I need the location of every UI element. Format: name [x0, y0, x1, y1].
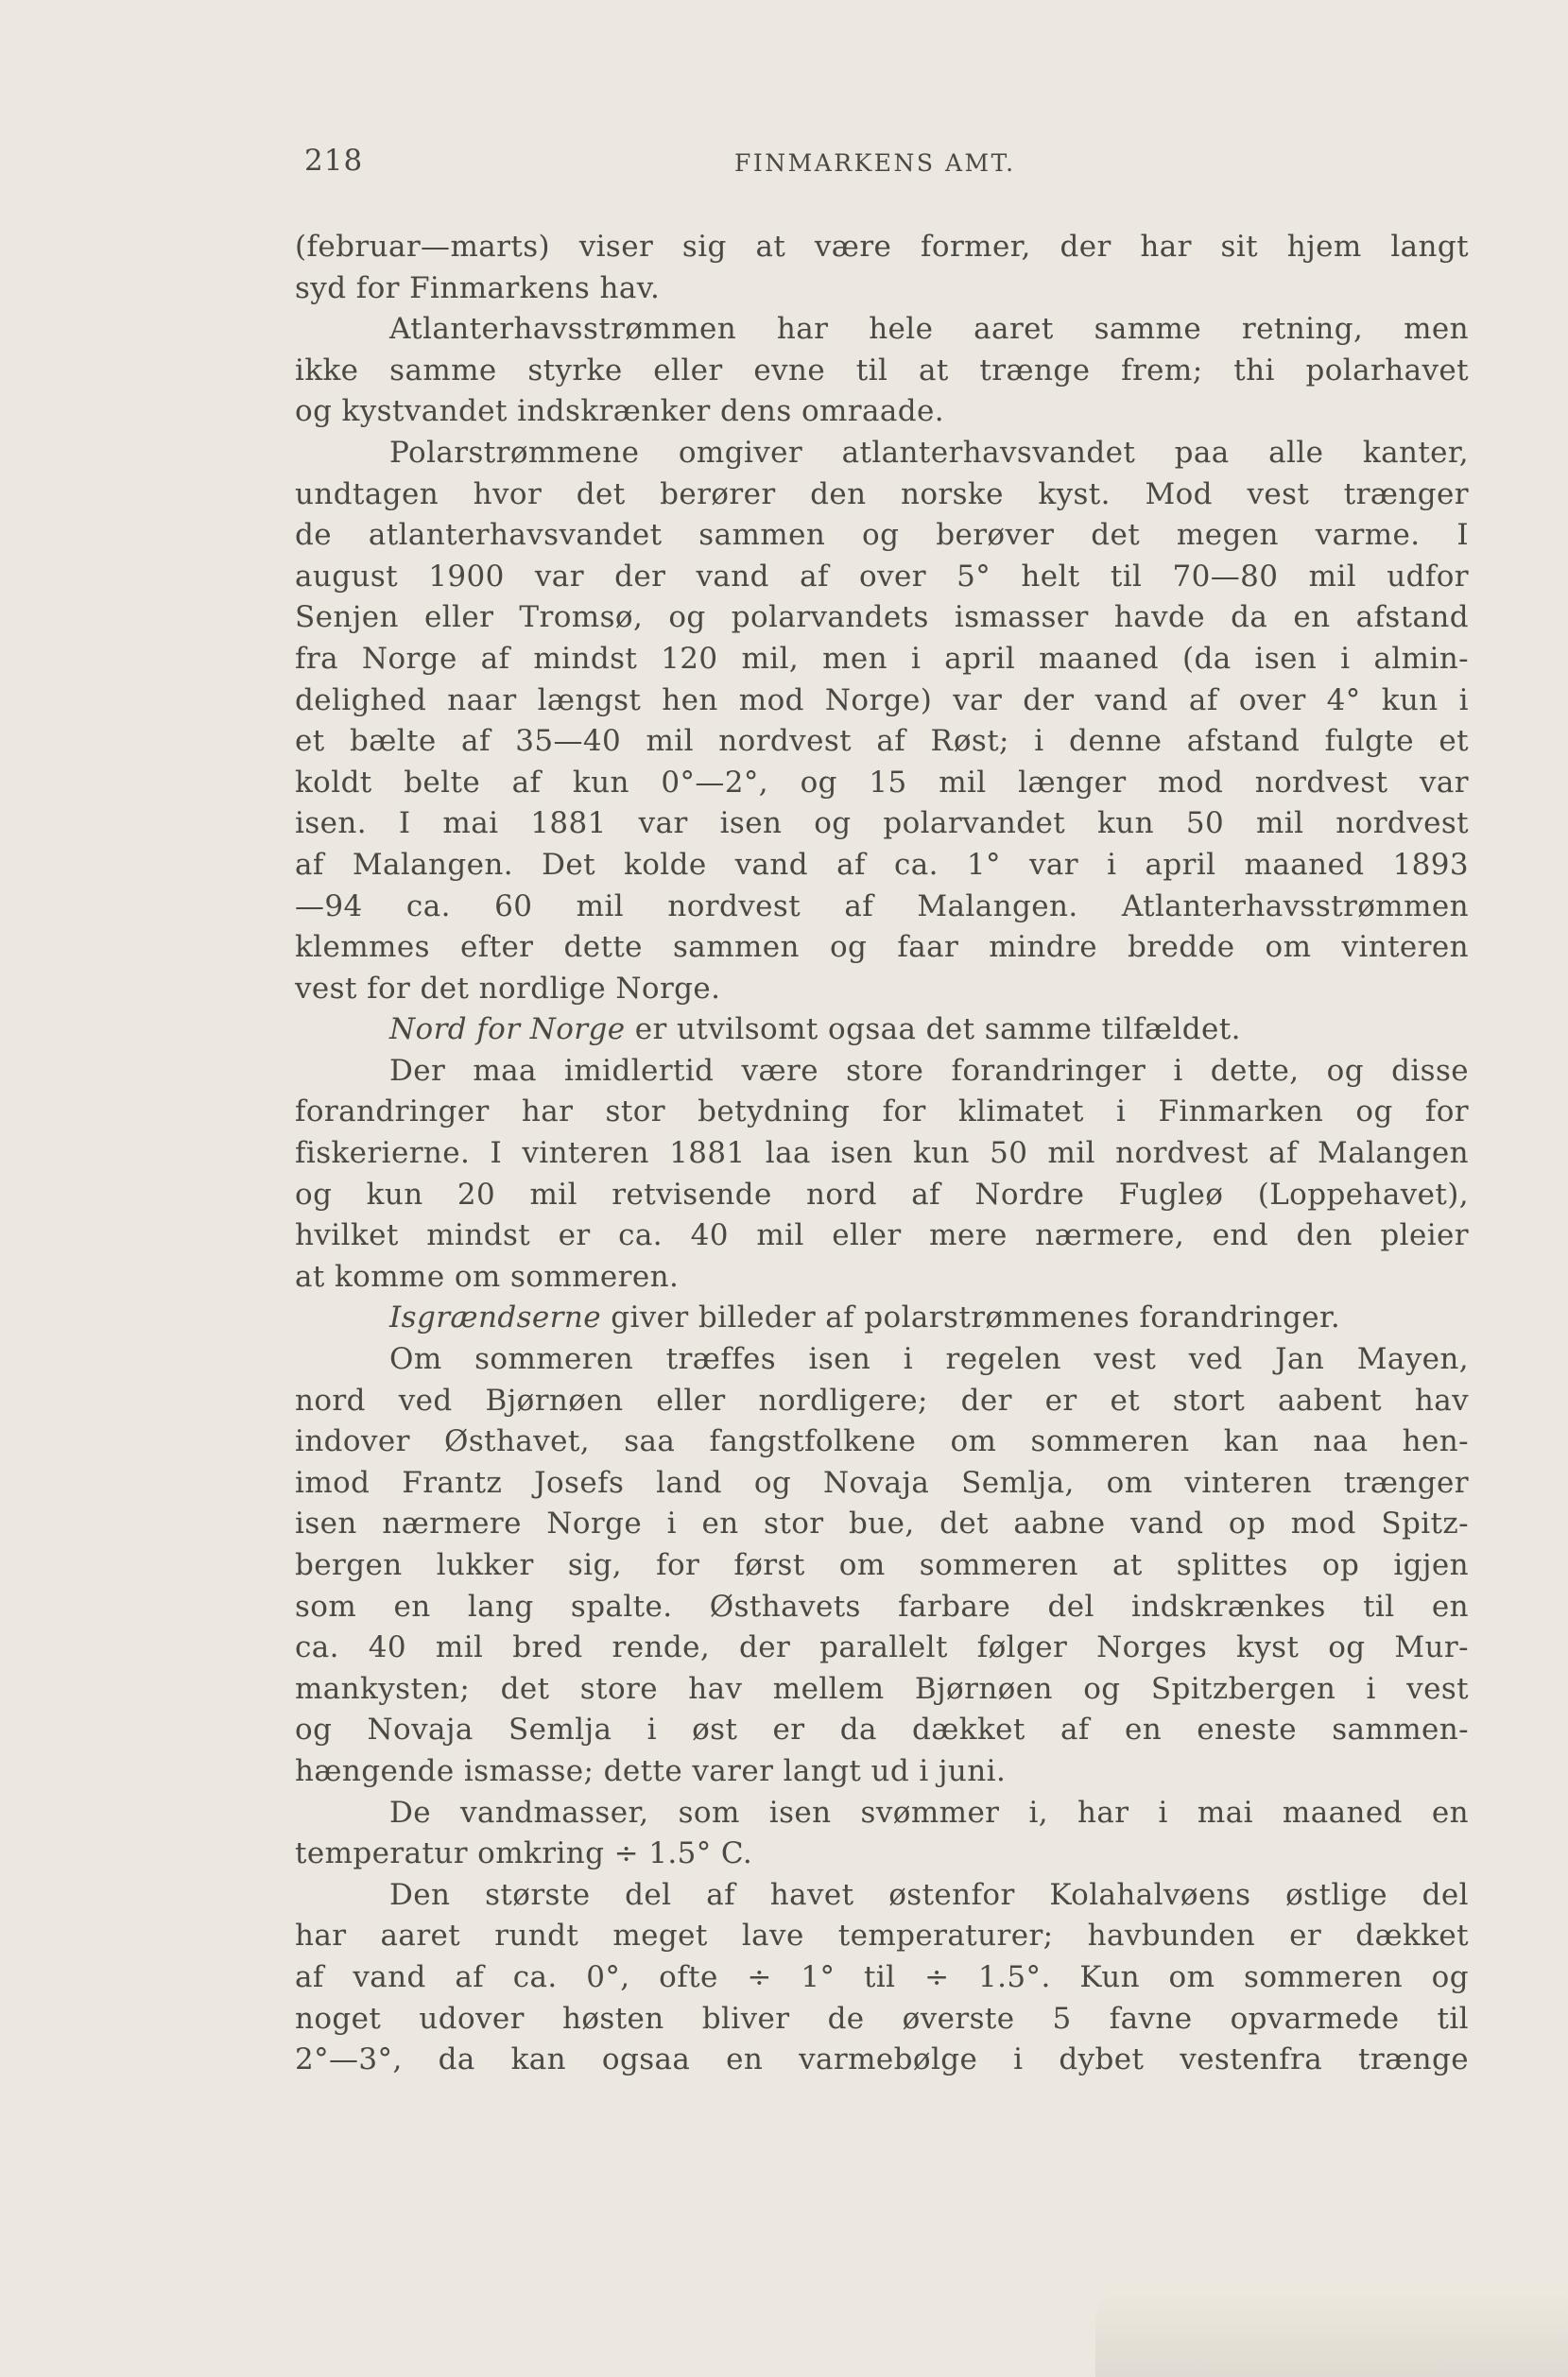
text-line: og kystvandet indskrænker dens omraade. [295, 394, 945, 429]
text-line: har aaret rundt meget lave temperaturer; havbunden er dækket [295, 1919, 1469, 1954]
line-text: er utvilsomt ogsaa det samme tilfældet. [625, 1012, 1241, 1047]
text-line: de atlanterhavsvandet sammen og berøver det megen varme. I [295, 518, 1469, 553]
page-corner-shadow [1095, 2292, 1568, 2377]
line-text: giver billeder af polarstrømmenes forandringer. [600, 1300, 1341, 1335]
text-line: forandringer har stor betydning for klimatet i Finmarken og for [295, 1094, 1469, 1129]
text-line: august 1900 var der vand af over 5° helt til 70—80 mil udfor [295, 559, 1469, 594]
page-number: 218 [304, 144, 364, 178]
text-line: at komme om sommeren. [295, 1259, 680, 1294]
text-line: Den største del af havet østenfor Kolahalvøens østlige del [389, 1877, 1469, 1912]
text-line: —94 ca. 60 mil nordvest af Malangen. Atlanterhavsstrømmen [295, 888, 1469, 923]
text-line: Der maa imidlertid være store forandringer i dette, og disse [389, 1053, 1469, 1088]
text-line: koldt belte af kun 0°—2°, og 15 mil længer mod nordvest var [295, 765, 1469, 800]
text-line: isen. I mai 1881 var isen og polarvandet kun 50 mil nordvest [295, 806, 1469, 841]
text-line: Senjen eller Tromsø, og polarvandets ismasser havde da en afstand [295, 600, 1469, 635]
text-line: mankysten; det store hav mellem Bjørnøen og Spitzbergen i vest [295, 1671, 1469, 1706]
text-line: nord ved Bjørnøen eller nordligere; der er et stort aabent hav [295, 1383, 1469, 1418]
running-title: FINMARKENS AMT. [734, 149, 1016, 177]
text-line: Om sommeren træffes isen i regelen vest ved Jan Mayen, [389, 1342, 1469, 1377]
text-line: som en lang spalte. Østhavets farbare del indskrænkes til en [295, 1589, 1469, 1624]
text-line: De vandmasser, som isen svømmer i, har i mai maaned en [389, 1795, 1469, 1830]
text-line [295, 1009, 1469, 1051]
text-line [295, 1298, 1469, 1339]
text-line: og Novaja Semlja i øst er da dækket af en eneste sammen- [295, 1713, 1469, 1748]
text-line: temperatur omkring ÷ 1.5° C. [295, 1836, 753, 1871]
text-line: isen nærmere Norge i en stor bue, det aabne vand op mod Spitz- [295, 1507, 1469, 1542]
page-header [304, 144, 1467, 185]
text-line: ikke samme styrke eller evne til at trænge frem; thi polarhavet [295, 353, 1469, 388]
text-line: hvilket mindst er ca. 40 mil eller mere nærmere, end den pleier [295, 1218, 1469, 1253]
text-line: Atlanterhavsstrømmen har hele aaret samme retning, men [389, 312, 1469, 347]
text-line: Polarstrømmene omgiver atlanterhavsvandet paa alle kanter, [389, 435, 1469, 470]
body-text [295, 227, 1469, 2081]
text-line: indover Østhavet, saa fangstfolkene om sommeren kan naa hen- [295, 1424, 1469, 1459]
text-line: undtagen hvor det berører den norske kyst. Mod vest trænger [295, 476, 1469, 511]
text-line: af Malangen. Det kolde vand af ca. 1° var i april maaned 1893 [295, 847, 1469, 882]
text-line: delighed naar længst hen mod Norge) var der vand af over 4° kun i [295, 682, 1469, 717]
text-line: syd for Finmarkens hav. [295, 270, 661, 305]
text-line: hængende ismasse; dette varer langt ud i juni. [295, 1753, 1007, 1788]
text-line: imod Frantz Josefs land og Novaja Semlja, om vinteren trænger [295, 1465, 1469, 1500]
text-line: (februar—marts) viser sig at være former, der har sit hjem langt [295, 230, 1469, 264]
italic-term: Isgrændserne [389, 1300, 601, 1335]
text-line: 2°—3°, da kan ogsaa en varmebølge i dybet vestenfra trænge [295, 2042, 1469, 2077]
text-line: fra Norge af mindst 120 mil, men i april maaned (da isen i almin- [295, 641, 1469, 676]
text-line: vest for det nordlige Norge. [295, 971, 721, 1006]
text-line: og kun 20 mil retvisende nord af Nordre Fugleø (Loppehavet), [295, 1177, 1469, 1212]
text-line: af vand af ca. 0°, ofte ÷ 1° til ÷ 1.5°. Kun om sommeren og [295, 1959, 1469, 1994]
text-line: ca. 40 mil bred rende, der parallelt følger Norges kyst og Mur- [295, 1630, 1469, 1665]
text-line: fiskerierne. I vinteren 1881 laa isen kun 50 mil nordvest af Malangen [295, 1136, 1469, 1171]
text-line: klemmes efter dette sammen og faar mindre bredde om vinteren [295, 930, 1469, 965]
text-line: bergen lukker sig, for først om sommeren at splittes op igjen [295, 1548, 1469, 1582]
text-line: et bælte af 35—40 mil nordvest af Røst; i denne afstand fulgte et [295, 724, 1469, 759]
italic-term: Nord for Norge [389, 1012, 626, 1047]
text-line: noget udover høsten bliver de øverste 5 favne opvarmede til [295, 2001, 1469, 2036]
